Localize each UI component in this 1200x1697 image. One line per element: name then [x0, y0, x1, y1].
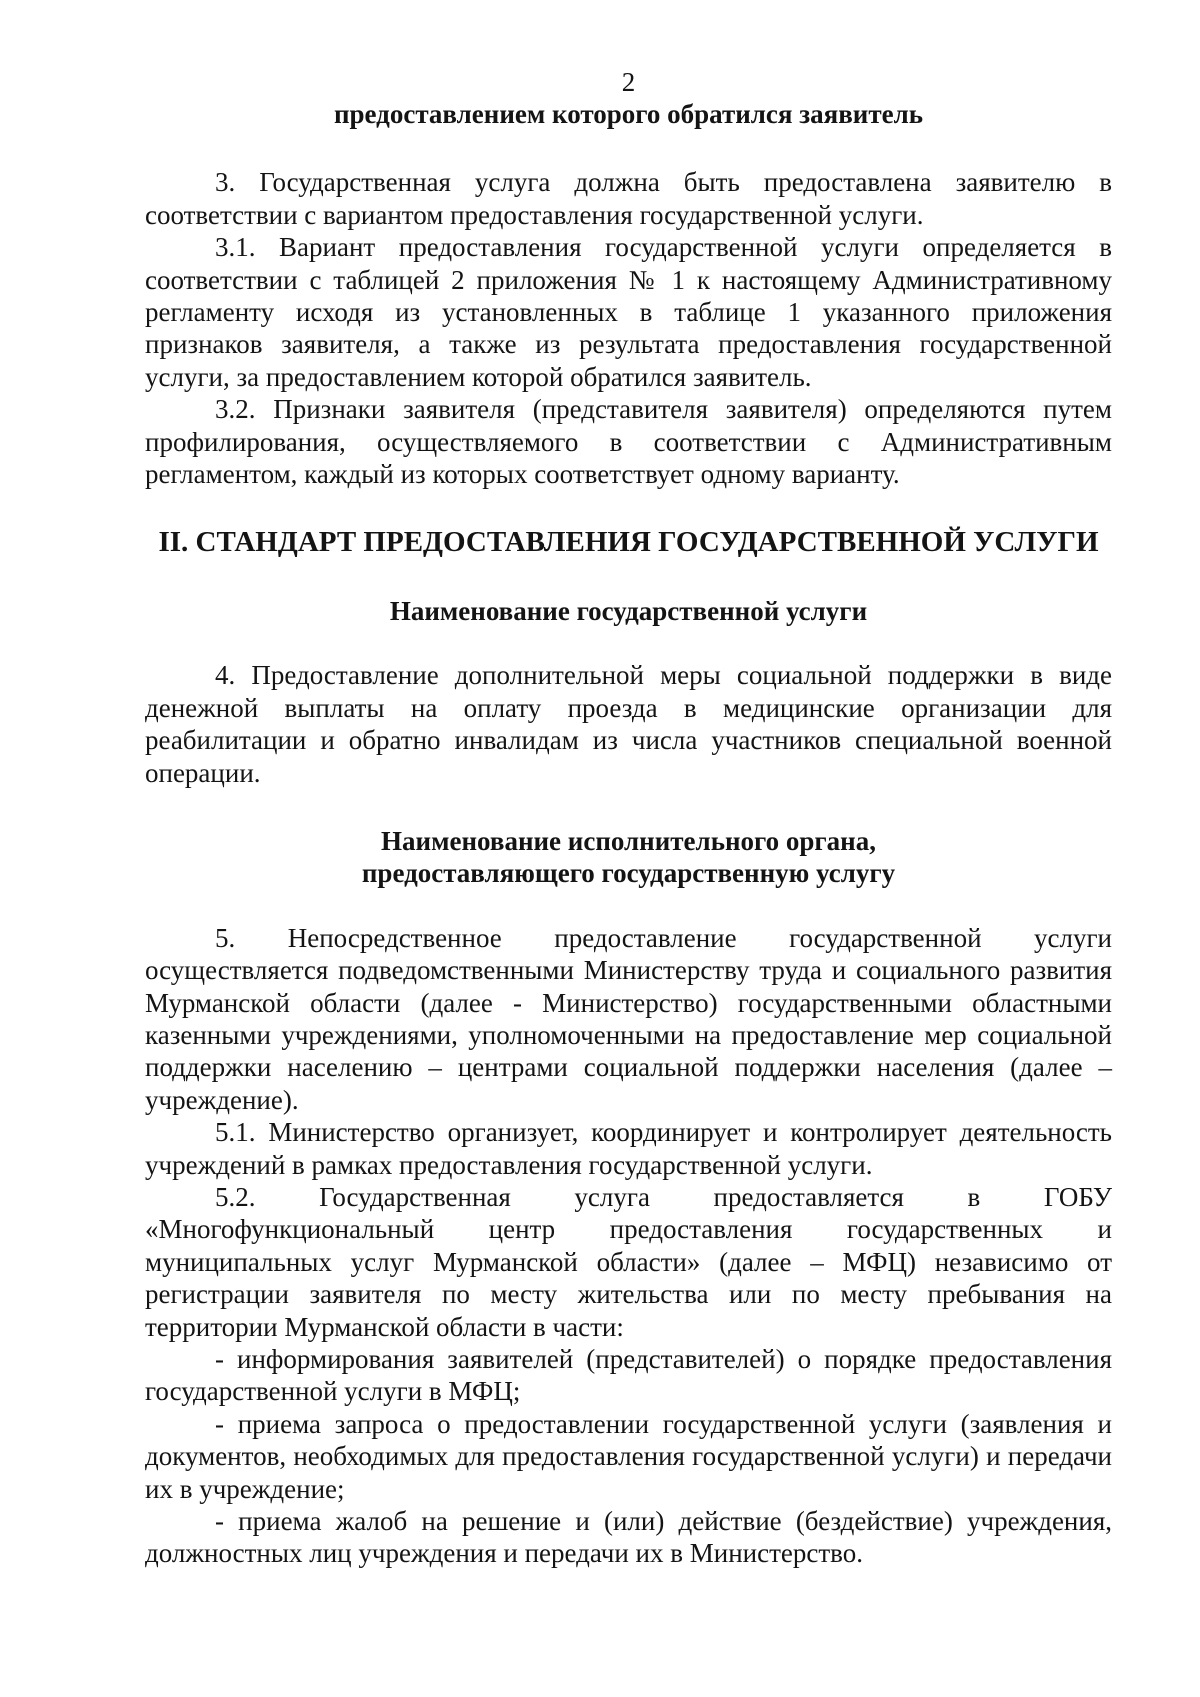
paragraph-5: 5. Непосредственное предоставление государственной услуги осуществляется подведомственными Министерству труда и социального развития Мурманской области (далее - Министерство) государственными областными казенными учреждениями, уполномоченными на предоставление мер социальной поддержки населению – центрами социальной поддержки населения (далее – учреждение).: [145, 922, 1112, 1115]
spacer: [145, 559, 1112, 595]
list-item-request-intake: - приема запроса о предоставлении государственной услуги (заявления и документов, необходимых для предоставления государственной услуги) и передачи их в учреждение;: [145, 1408, 1112, 1504]
paragraph-5-2: 5.2. Государственная услуга предоставляется в ГОБУ «Многофункциональный центр предоставления государственных и муниципальных услуг Мурманской области» (далее – МФЦ) независимо от регистрации заявителя по месту жительства или по месту пребывания на территории Мурманской области в части:: [145, 1181, 1112, 1342]
paragraph-4: 4. Предоставление дополнительной меры социальной поддержки в виде денежной выплаты на оплату проезда в медицинские организации для реабилитации и обратно инвалидам из числа участников специальной военной операции.: [145, 660, 1112, 788]
spacer: [145, 130, 1112, 166]
paragraph-3: 3. Государственная услуга должна быть предоставлена заявителю в соответствии с вариантом предоставления государственной услуги.: [145, 167, 1112, 230]
spacer: [145, 890, 1112, 922]
list-item-complaints: - приема жалоб на решение и (или) действие (бездействие) учреждения, должностных лиц учреждения и передачи их в Министерство.: [145, 1506, 1112, 1569]
paragraph-5-1: 5.1. Министерство организует, координирует и контролирует деятельность учреждений в рамках предоставления государственной услуги.: [145, 1117, 1112, 1180]
spacer: [145, 789, 1112, 825]
heading-continuation: предоставлением которого обратился заявитель: [333, 99, 924, 129]
paragraph-3-2: 3.2. Признаки заявителя (представителя заявителя) определяются путем профилирования, осуществляемого в соответствии с Административным регламентом, каждый из которых соответствует одному варианту.: [145, 394, 1112, 490]
subsection-title-body-line-2: предоставляющего государственную услугу: [361, 858, 896, 889]
paragraph-3-1: 3.1. Вариант предоставления государственной услуги определяется в соответствии с таблицей 2 приложения № 1 к настоящему Административному регламенту исходя из установленных в таблице 1 указанного приложения признаков заявителя, а также из результата предоставления государственной услуги, за предоставлением которой обратился заявитель.: [145, 232, 1112, 392]
page-number: 2: [621, 67, 636, 97]
subsection-title-body-line-1: Наименование исполнительного органа,: [381, 825, 876, 856]
spacer: [145, 627, 1112, 659]
subsection-title-service-name: Наименование государственной услуги: [389, 595, 868, 626]
part-2-title: II. СТАНДАРТ ПРЕДОСТАВЛЕНИЯ ГОСУДАРСТВЕННОЙ УСЛУГИ: [158, 526, 1099, 559]
list-item-informing: - информирования заявителей (представителей) о порядке предоставления государственной услуги в МФЦ;: [145, 1344, 1112, 1407]
spacer: [145, 490, 1112, 526]
